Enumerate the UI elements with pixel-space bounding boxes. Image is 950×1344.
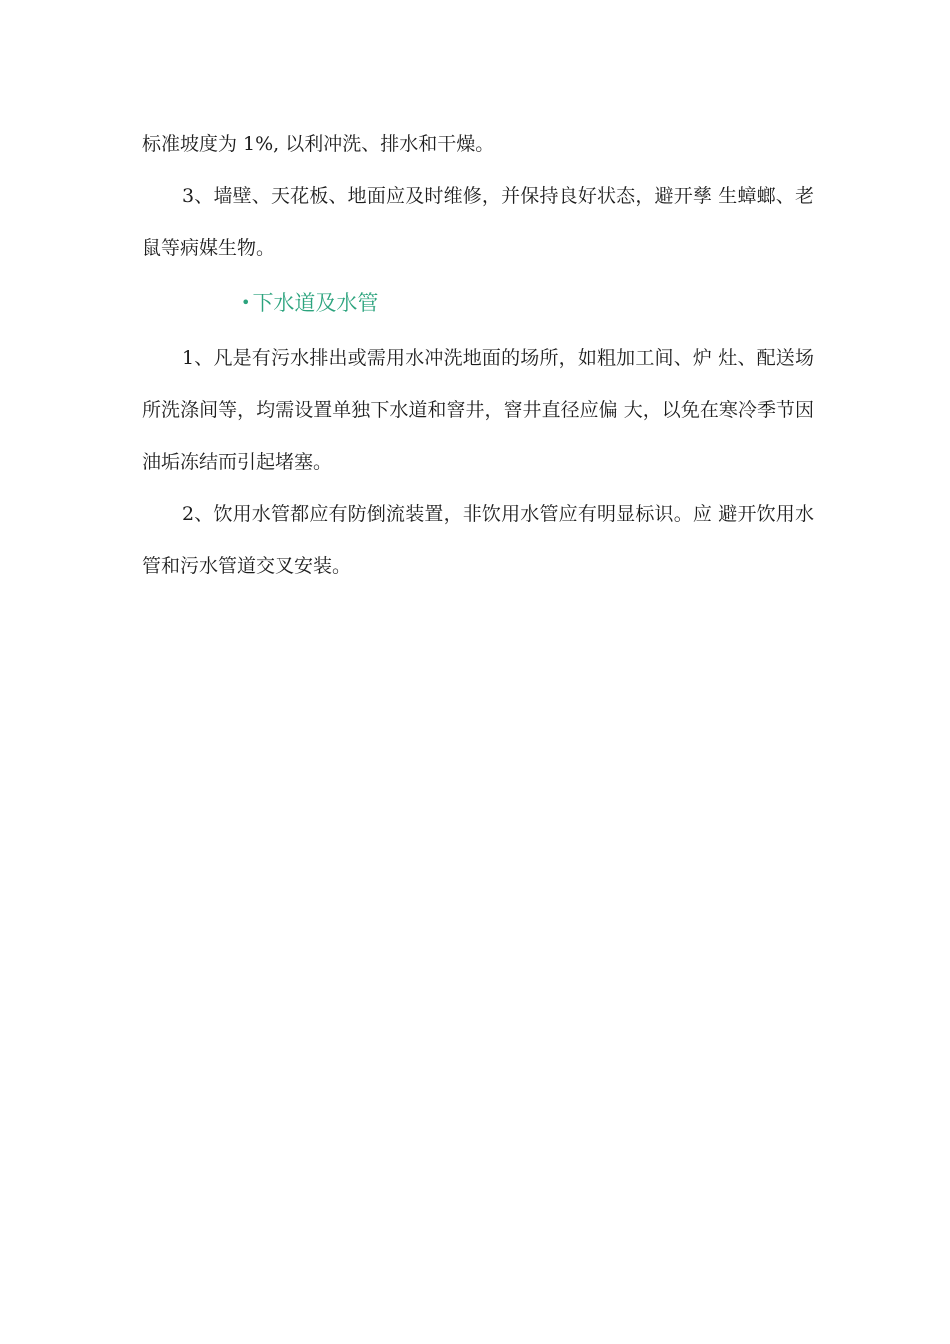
bullet-icon: •	[241, 293, 251, 312]
paragraph-walls-maintenance: 3、墙壁、天花板、地面应及时维修，并保持良好状态，避开孳 生蟑螂、老鼠等病媒生物。	[142, 185, 814, 259]
paragraph-drain-requirements: 1、凡是有污水排出或需用水冲洗地面的场所，如粗加工间、炉 灶、配送场所洗涤间等，均需设置单独下水道和窨井，窨井直径应偏 大，以免在寒冷季节因油垢冻结而引起堵塞。	[142, 347, 814, 473]
paragraph-slope-standard: 标准坡度为 1%, 以利冲洗、排水和干燥。	[142, 133, 495, 155]
paragraph-water-pipes: 2、饮用水管都应有防倒流装置，非饮用水管应有明显标识。应 避开饮用水管和污水管道交叉安装。	[142, 503, 814, 577]
section-heading-drains	[241, 274, 814, 332]
document-body	[142, 118, 814, 592]
section-heading-text: 下水道及水管	[252, 291, 379, 315]
